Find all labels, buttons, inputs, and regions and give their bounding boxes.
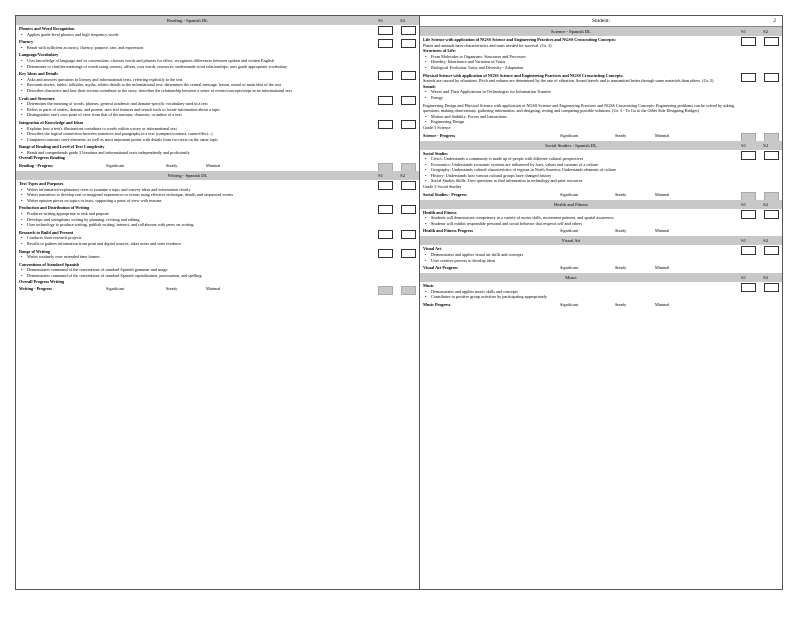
right-column: [420, 16, 782, 590]
section-text: Grade 3 Science: [423, 124, 451, 130]
s1-box[interactable]: [378, 26, 393, 35]
s1-box[interactable]: [378, 71, 393, 80]
s2-box[interactable]: [401, 249, 416, 258]
section-heading: Structures of Life:: [423, 48, 456, 54]
standard-item: • Students will exhibit responsible personal and social behavior that respects self and others: [423, 221, 736, 227]
health-section: [420, 209, 782, 228]
engineering-section: [420, 102, 782, 132]
visual-art-section: [420, 245, 782, 264]
social-studies-title: Social Studies - Spanish DL: [545, 142, 597, 148]
standard-item: • Asks and answers questions in literary and informational texts, referring explicitly to the text: [19, 77, 373, 83]
science-header: [420, 27, 782, 36]
section-heading: Music: [423, 283, 434, 289]
section-heading: Health and Fitness: [423, 209, 457, 215]
s1-label: S1: [741, 29, 746, 34]
section-heading: Phonics and Word Recognition: [19, 26, 75, 31]
progress-label: Music Progress: [423, 302, 451, 307]
s1-box[interactable]: [378, 249, 393, 258]
progress-label: Reading - Progress: [19, 163, 53, 169]
standard-item: • Describes the logical connection between sentences and paragraphs in a text (compare/contrast, cause/effect...): [19, 131, 373, 137]
progress-label: Science - Progress: [423, 132, 456, 138]
progress-label: Visual Art Progress: [423, 265, 458, 271]
section-heading: Visual Art: [423, 246, 442, 252]
standard-item: • Writes narratives to develop real or imagined experiences or events using effective technique, details and sequenced events: [19, 192, 373, 198]
key-steady: Steady: [615, 132, 627, 138]
standard-item: • Recounts stories, fables, folktales, myths; relates details to the informational text; determines the central message, lesson, moral or main idea of the text: [19, 82, 373, 88]
s2-box[interactable]: [401, 26, 416, 35]
grade-boxes[interactable]: [378, 39, 416, 48]
key-significant: Significant: [560, 265, 579, 271]
section-heading: Language/Vocabulary: [19, 52, 59, 58]
visual-art-title: Visual Art: [561, 238, 581, 244]
s2-box[interactable]: [401, 71, 416, 80]
s2-box[interactable]: [764, 73, 779, 82]
section-heading: Research to Build and Present: [19, 229, 74, 235]
section-heading: Range of Reading and Level of Text Complexity: [19, 144, 105, 150]
s2-box[interactable]: [401, 230, 416, 239]
music-progress-row: [420, 301, 782, 310]
grade-boxes[interactable]: [378, 26, 416, 35]
fluency-section: [16, 38, 419, 51]
s1-box[interactable]: [378, 120, 393, 129]
grade-boxes[interactable]: [378, 205, 416, 214]
grade-boxes[interactable]: [741, 73, 779, 82]
music-header: [420, 273, 782, 282]
standard-item: • Demonstrates command of the conventions of standard Spanish capitalization, punctuation, and spelling: [19, 273, 373, 279]
key-minimal: Minimal: [655, 228, 670, 234]
student-label: Student:: [591, 18, 611, 24]
key-significant: Significant: [560, 228, 579, 234]
s1-label: S1: [378, 173, 383, 179]
standard-item: • Conducts short research projects: [19, 235, 373, 241]
section-text: Grade 3 Social Studies: [423, 184, 462, 190]
text-types-section: [16, 180, 419, 204]
standard-item: • Uses technology to produce writing, publish writing, interact, and collaborate with peers on writing: [19, 222, 373, 228]
range-section: [16, 143, 419, 162]
standard-item: • Economics: Understands economic systems are influenced by laws, values and customs of a culture: [423, 162, 736, 168]
science-progress-row: [420, 132, 782, 141]
key-significant: Significant: [560, 302, 579, 307]
section-text: Sounds are caused by vibrations. Pitch and volume are determined by the rate of vibration. Sound travels and is transmitted better through some materials than others. (Gr. 3): [423, 78, 714, 84]
s2-label: S2: [763, 29, 768, 34]
standard-item: • Waves and Their Applications in Technologies for Information Transfer: [423, 89, 736, 95]
grade-boxes[interactable]: [378, 120, 416, 129]
social-studies-header: [420, 141, 782, 150]
conventions-section: [16, 261, 419, 285]
standard-item: • Contributes to positive group activities by participating appropriately: [423, 294, 736, 300]
research-section: [16, 229, 419, 248]
s2-box[interactable]: [401, 96, 416, 105]
range-writing-section: [16, 248, 419, 261]
standard-item: • Recalls or gathers information from print and digital sources; takes notes and sorts evidence: [19, 241, 373, 247]
life-science-section: [420, 36, 782, 72]
section-text: Plants and animals have characteristics and traits needed for survival. (Gr. 3): [423, 42, 552, 48]
standard-item: • Geography: Understands cultural characteristics of regions in North America; Understands elements of culture: [423, 167, 736, 173]
standard-item: • Heredity: Inheritance and Variation of Traits: [423, 59, 736, 65]
standard-item: • Energy: [423, 95, 736, 101]
key-minimal: Minimal: [655, 191, 670, 197]
standard-item: • Writes routinely over extended time frames: [19, 254, 373, 260]
section-heading: Key Ideas and Details: [19, 71, 58, 77]
standard-item: • Explains how a text's illustrations contribute to words within a story or informational text: [19, 126, 373, 132]
s1-box[interactable]: [741, 210, 756, 219]
s2-box[interactable]: [764, 246, 779, 255]
grade-boxes[interactable]: [741, 151, 779, 160]
standard-item: • Civics: Understands a community is made up of people with different cultural perspectives: [423, 156, 736, 162]
s2-label: S2: [763, 201, 768, 207]
visual-art-header: [420, 236, 782, 245]
science-title: Science - Spanish DL: [551, 29, 591, 34]
s1-label: S1: [741, 275, 746, 281]
s1-box[interactable]: [378, 286, 393, 295]
standard-item: • Biological Evolution: Unity and Diversity - Adaptation: [423, 65, 736, 71]
s2-label: S2: [763, 238, 768, 244]
grade-boxes[interactable]: [378, 230, 416, 239]
section-heading: Sound:: [423, 83, 436, 89]
section-heading: Fluency: [19, 39, 34, 45]
grade-boxes[interactable]: [741, 283, 779, 292]
key-significant: Significant: [106, 286, 125, 292]
standard-item: • Distinguishes one's own point of view from that of the narrator, character, or author of a text: [19, 112, 373, 118]
section-heading: Life Science with application of NGSS Science and Engineering Practices and NGSS Crosscutting Concepts:: [423, 37, 616, 42]
key-minimal: Minimal: [206, 286, 221, 292]
standard-item: • Reads and comprehends grade 3 literature and informational texts independently and proficiently: [19, 150, 373, 156]
standard-item: • Determines the meaning of words, phrases, general academic and domain-specific vocabulary used in a text: [19, 101, 373, 107]
key-significant: Significant: [560, 191, 579, 197]
section-text: Engineering Design and Physical Science with application of NGSS Science and Engineering Practices and NGSS Crosscutting Concepts: Engineering problems can be solved by asking questions, making observations, gathering information, and designing, testing and comparing possible solutions. (Gr. 3 - To Go to the Other Side Designing Bridges): [423, 102, 735, 114]
standard-item: • Produces writing appropriate to task and purpose: [19, 211, 373, 217]
standard-item: • Social Studies Skills: Uses questions to find information in technology and print resources: [423, 178, 736, 184]
key-steady: Steady: [615, 191, 627, 197]
s2-box[interactable]: [401, 39, 416, 48]
s1-label: S1: [741, 201, 746, 207]
writing-progress-row: [16, 285, 419, 294]
grade-boxes[interactable]: [378, 286, 416, 295]
standard-item: • Develops and strengthens writing by planning, revising and editing: [19, 217, 373, 223]
visual-art-progress-row: [420, 264, 782, 273]
s2-box[interactable]: [764, 37, 779, 46]
standard-item: • Motion and Stability: Forces and Interactions: [423, 114, 736, 120]
standard-item: • Demonstrates and applies visual art skills and concepts: [423, 252, 736, 258]
phonics-section: [16, 25, 419, 38]
standard-item: • Reads with sufficient accuracy, fluency, purpose, rate, and expression: [19, 45, 373, 51]
s2-box[interactable]: [764, 283, 779, 292]
key-steady: Steady: [166, 286, 178, 292]
standard-item: • History: Understands how various cultural groups have changed history: [423, 173, 736, 179]
s2-box[interactable]: [401, 120, 416, 129]
section-heading: Overall Progress Reading: [19, 155, 65, 161]
language-section: [16, 51, 419, 70]
s2-box[interactable]: [401, 181, 416, 190]
s2-box[interactable]: [764, 151, 779, 160]
grade-boxes[interactable]: [741, 37, 779, 46]
social-studies-progress-row: [420, 191, 782, 200]
grade-boxes[interactable]: [741, 210, 779, 219]
reading-title: Reading - Spanish DL: [167, 18, 208, 23]
s2-box[interactable]: [401, 286, 416, 295]
student-bar: [420, 16, 782, 27]
music-title: Music: [565, 275, 577, 281]
music-section: [420, 282, 782, 301]
s2-box[interactable]: [401, 205, 416, 214]
key-steady: Steady: [615, 302, 627, 307]
standard-item: • Describes characters and how their actions contribute to the story; describes the relationship between a series of events/concepts/steps in an informational text: [19, 88, 373, 94]
section-heading: Range of Writing: [19, 248, 51, 254]
key-minimal: Minimal: [655, 265, 670, 271]
social-studies-section: [420, 150, 782, 191]
progress-label: Writing - Progress: [19, 286, 53, 292]
standard-item: • Engineering Design: [423, 119, 736, 125]
s1-label: S1: [741, 238, 746, 244]
section-heading: Conventions of Standard Spanish: [19, 261, 79, 267]
reading-progress-row: [16, 162, 419, 171]
progress-label: Social Studies - Progress: [423, 191, 467, 197]
reading-header: [16, 16, 419, 25]
s1-label: S1: [378, 18, 383, 23]
section-heading: Integration of Knowledge and Ideas: [19, 119, 84, 125]
section-heading: Craft and Structure: [19, 95, 55, 101]
key-ideas-section: [16, 70, 419, 94]
standard-item: • Compares/contrasts story elements, as well as most important points with details from two texts on the same topic: [19, 137, 373, 143]
key-significant: Significant: [560, 132, 579, 138]
grade-boxes[interactable]: [741, 246, 779, 255]
s1-box[interactable]: [741, 246, 756, 255]
grade-boxes[interactable]: [378, 249, 416, 258]
s1-box[interactable]: [741, 73, 756, 82]
progress-label: Health and Fitness Progress: [423, 228, 473, 234]
standard-item: • Demonstrates and applies music skills and concepts: [423, 289, 736, 295]
health-progress-row: [420, 227, 782, 236]
grade-boxes[interactable]: [378, 181, 416, 190]
key-steady: Steady: [615, 228, 627, 234]
s1-box[interactable]: [378, 230, 393, 239]
standard-item: • Students will demonstrate competency in a variety of motor skills, movement patterns, and spatial awareness: [423, 215, 736, 221]
standard-item: • Refers to parts of stories, dramas, and poems; uses text features and search tools to locate information about a topic: [19, 107, 373, 113]
standard-item: • Determines or clarifies meanings of words using context, affixes, root words, resources; understands word relationships; uses grade appropriate vocabulary: [19, 64, 373, 70]
key-minimal: Minimal: [655, 132, 670, 138]
physical-science-section: [420, 72, 782, 102]
writing-header: [16, 171, 419, 180]
craft-section: [16, 95, 419, 119]
s2-box[interactable]: [764, 210, 779, 219]
standard-item: • Writes opinion pieces on topics or texts, supporting a point of view with reasons: [19, 198, 373, 204]
s2-label: S2: [400, 18, 405, 23]
grade-boxes[interactable]: [378, 71, 416, 80]
s1-box[interactable]: [378, 39, 393, 48]
standard-item: • From Molecules to Organisms: Structures and Processes: [423, 54, 736, 60]
section-heading: Overall Progress Writing: [19, 278, 65, 284]
s1-box[interactable]: [378, 205, 393, 214]
production-section: [16, 204, 419, 228]
section-heading: Physical Science with application of NGSS Science and Engineering Practices and NGSS Crosscutting Concepts:: [423, 72, 624, 78]
health-header: [420, 200, 782, 209]
standard-item: • Demonstrates command of the conventions of standard Spanish grammar and usage: [19, 267, 373, 273]
section-heading: Social Studies: [423, 150, 448, 156]
grade-boxes[interactable]: [378, 96, 416, 105]
health-title: Health and Fitness: [553, 201, 589, 207]
standard-item: • Uses knowledge of language and its conventions; chooses words and phrases for effect, recognizes differences between spoken and written English: [19, 58, 373, 64]
s1-box[interactable]: [378, 181, 393, 190]
key-minimal: Minimal: [655, 302, 670, 307]
integration-section: [16, 119, 419, 143]
key-steady: Steady: [166, 163, 178, 169]
left-column: [16, 16, 420, 590]
s2-label: S2: [763, 275, 768, 281]
key-steady: Steady: [615, 265, 627, 271]
section-heading: Production and Distribution of Writing: [19, 205, 90, 211]
s2-label: S2: [763, 142, 768, 148]
s1-box[interactable]: [378, 96, 393, 105]
section-heading: Text Types and Purposes: [19, 181, 64, 187]
s1-box[interactable]: [741, 283, 756, 292]
s1-box[interactable]: [741, 37, 756, 46]
standard-item: • Applies grade-level phonics and high frequency words: [19, 32, 373, 38]
page-number: 2: [773, 18, 776, 24]
standard-item: • Writes informative/explanatory texts to examine a topic and convey ideas and information clearly: [19, 187, 373, 193]
standard-item: • Uses creative process to develop ideas: [423, 258, 736, 264]
s1-box[interactable]: [741, 151, 756, 160]
key-minimal: Minimal: [206, 163, 221, 169]
writing-title: Writing - Spanish DL: [167, 173, 208, 179]
key-significant: Significant: [106, 163, 125, 169]
s1-label: S1: [741, 142, 746, 148]
s2-label: S2: [400, 173, 405, 179]
